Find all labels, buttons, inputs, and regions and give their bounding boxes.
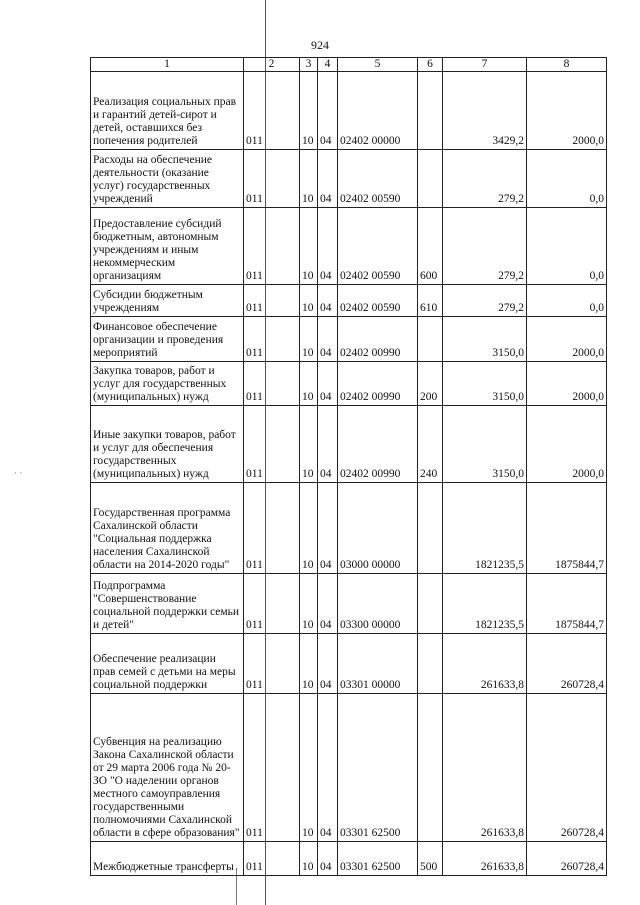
row-ministry-code: 011 [244, 72, 300, 150]
row-expense-type [418, 483, 443, 574]
row-name: Государственная программа Сахалинской области "Социальная поддержка населения Сахалинской области на 2014-2020 годы" [91, 483, 244, 574]
row-section-code: 10 [300, 285, 318, 317]
row-section-code: 10 [300, 362, 318, 406]
row-amount-7: 3429,2 [443, 72, 527, 150]
header-col-8: 8 [527, 58, 607, 72]
row-target-code: 02402 00990 [338, 317, 418, 362]
row-subsection-code: 04 [318, 285, 338, 317]
row-target-code: 02402 00590 [338, 285, 418, 317]
row-expense-type: 200 [418, 362, 443, 406]
row-section-code: 10 [300, 406, 318, 483]
row-amount-7: 261633,8 [443, 634, 527, 694]
row-amount-8: 1875844,7 [527, 574, 607, 634]
row-subsection-code: 04 [318, 208, 338, 285]
row-amount-7: 261633,8 [443, 694, 527, 842]
row-subsection-code: 04 [318, 694, 338, 842]
row-section-code: 10 [300, 317, 318, 362]
row-subsection-code: 04 [318, 483, 338, 574]
row-ministry-code: 011 [244, 483, 300, 574]
header-col-5: 5 [338, 58, 418, 72]
row-section-code: 10 [300, 634, 318, 694]
row-ministry-code: 011 [244, 317, 300, 362]
row-subsection-code: 04 [318, 150, 338, 208]
row-subsection-code: 04 [318, 406, 338, 483]
row-target-code: 02402 00990 [338, 362, 418, 406]
row-name: Иные закупки товаров, работ и услуг для обеспечения государственных (муниципальных) нужд [91, 406, 244, 483]
table-row [91, 285, 607, 317]
table-row [91, 634, 607, 694]
row-amount-7: 3150,0 [443, 406, 527, 483]
row-amount-7: 1821235,5 [443, 483, 527, 574]
row-name: Предоставление субсидий бюджетным, автономным учреждениям и иным некоммерческим организациям [91, 208, 244, 285]
row-ministry-code: 011 [244, 634, 300, 694]
table-row [91, 694, 607, 842]
row-subsection-code: 04 [318, 317, 338, 362]
row-amount-8: 2000,0 [527, 317, 607, 362]
row-expense-type [418, 317, 443, 362]
row-name: Межбюджетные трансферты [91, 842, 244, 876]
row-section-code: 10 [300, 694, 318, 842]
row-name: Реализация социальных прав и гарантий детей-сирот и детей, оставшихся без попечения родителей [91, 72, 244, 150]
row-expense-type [418, 694, 443, 842]
row-expense-type [418, 634, 443, 694]
row-subsection-code: 04 [318, 72, 338, 150]
row-name: Расходы на обеспечение деятельности (оказание услуг) государственных учреждений [91, 150, 244, 208]
row-section-code: 10 [300, 72, 318, 150]
table-row [91, 406, 607, 483]
row-amount-8: 2000,0 [527, 72, 607, 150]
row-target-code: 02402 00990 [338, 406, 418, 483]
row-ministry-code: 011 [244, 406, 300, 483]
scan-artifact: · · [14, 468, 23, 478]
budget-table [90, 57, 607, 876]
row-amount-7: 3150,0 [443, 362, 527, 406]
row-section-code: 10 [300, 150, 318, 208]
row-name: Финансовое обеспечение организации и проведения мероприятий [91, 317, 244, 362]
row-target-code: 02402 00590 [338, 208, 418, 285]
row-amount-7: 279,2 [443, 208, 527, 285]
row-ministry-code: 011 [244, 150, 300, 208]
row-section-code: 10 [300, 208, 318, 285]
table-row [91, 317, 607, 362]
row-expense-type: 240 [418, 406, 443, 483]
table-row [91, 362, 607, 406]
header-col-4: 4 [318, 58, 338, 72]
row-amount-8: 0,0 [527, 208, 607, 285]
row-amount-8: 2000,0 [527, 362, 607, 406]
row-name: Субсидии бюджетным учреждениям [91, 285, 244, 317]
row-name: Подпрограмма "Совершенствование социальной поддержки семьи и детей" [91, 574, 244, 634]
row-target-code: 03300 00000 [338, 574, 418, 634]
row-expense-type: 610 [418, 285, 443, 317]
row-subsection-code: 04 [318, 574, 338, 634]
row-amount-7: 279,2 [443, 285, 527, 317]
row-amount-8: 2000,0 [527, 406, 607, 483]
table-row [91, 483, 607, 574]
header-row [91, 58, 607, 72]
row-target-code: 03301 62500 [338, 694, 418, 842]
row-subsection-code: 04 [318, 842, 338, 876]
header-col-2: 2 [244, 58, 300, 72]
row-subsection-code: 04 [318, 634, 338, 694]
row-target-code: 03000 00000 [338, 483, 418, 574]
row-target-code: 02402 00590 [338, 150, 418, 208]
row-expense-type: 500 [418, 842, 443, 876]
row-amount-7: 261633,8 [443, 842, 527, 876]
row-section-code: 10 [300, 574, 318, 634]
row-amount-7: 1821235,5 [443, 574, 527, 634]
row-name: Субвенция на реализацию Закона Сахалинской области от 29 марта 2006 года № 20-ЗО "О наделении органов местного самоуправления государственными полномочиями Сахалинской области в сфере образования" [91, 694, 244, 842]
page-number: 924 [311, 38, 329, 52]
row-ministry-code: 011 [244, 574, 300, 634]
row-ministry-code: 011 [244, 694, 300, 842]
row-section-code: 10 [300, 842, 318, 876]
row-amount-8: 1875844,7 [527, 483, 607, 574]
row-section-code: 10 [300, 483, 318, 574]
row-expense-type: 600 [418, 208, 443, 285]
row-name: Обеспечение реализации прав семей с детьми на меры социальной поддержки [91, 634, 244, 694]
table-row [91, 150, 607, 208]
row-subsection-code: 04 [318, 362, 338, 406]
table-row [91, 842, 607, 876]
header-col-7: 7 [443, 58, 527, 72]
row-target-code: 03301 62500 [338, 842, 418, 876]
row-expense-type [418, 72, 443, 150]
row-name: Закупка товаров, работ и услуг для государственных (муниципальных) нужд [91, 362, 244, 406]
header-col-3: 3 [300, 58, 318, 72]
row-ministry-code: 011 [244, 362, 300, 406]
row-amount-7: 279,2 [443, 150, 527, 208]
row-amount-8: 0,0 [527, 285, 607, 317]
header-col-1: 1 [91, 58, 244, 72]
row-ministry-code: 011 [244, 842, 300, 876]
table-row [91, 72, 607, 150]
row-amount-8: 260728,4 [527, 694, 607, 842]
row-target-code: 03301 00000 [338, 634, 418, 694]
row-target-code: 02402 00000 [338, 72, 418, 150]
row-amount-8: 260728,4 [527, 842, 607, 876]
header-col-6: 6 [418, 58, 443, 72]
row-amount-7: 3150,0 [443, 317, 527, 362]
row-amount-8: 260728,4 [527, 634, 607, 694]
row-expense-type [418, 574, 443, 634]
table-row [91, 208, 607, 285]
row-ministry-code: 011 [244, 208, 300, 285]
row-expense-type [418, 150, 443, 208]
row-amount-8: 0,0 [527, 150, 607, 208]
table-row [91, 574, 607, 634]
row-ministry-code: 011 [244, 285, 300, 317]
